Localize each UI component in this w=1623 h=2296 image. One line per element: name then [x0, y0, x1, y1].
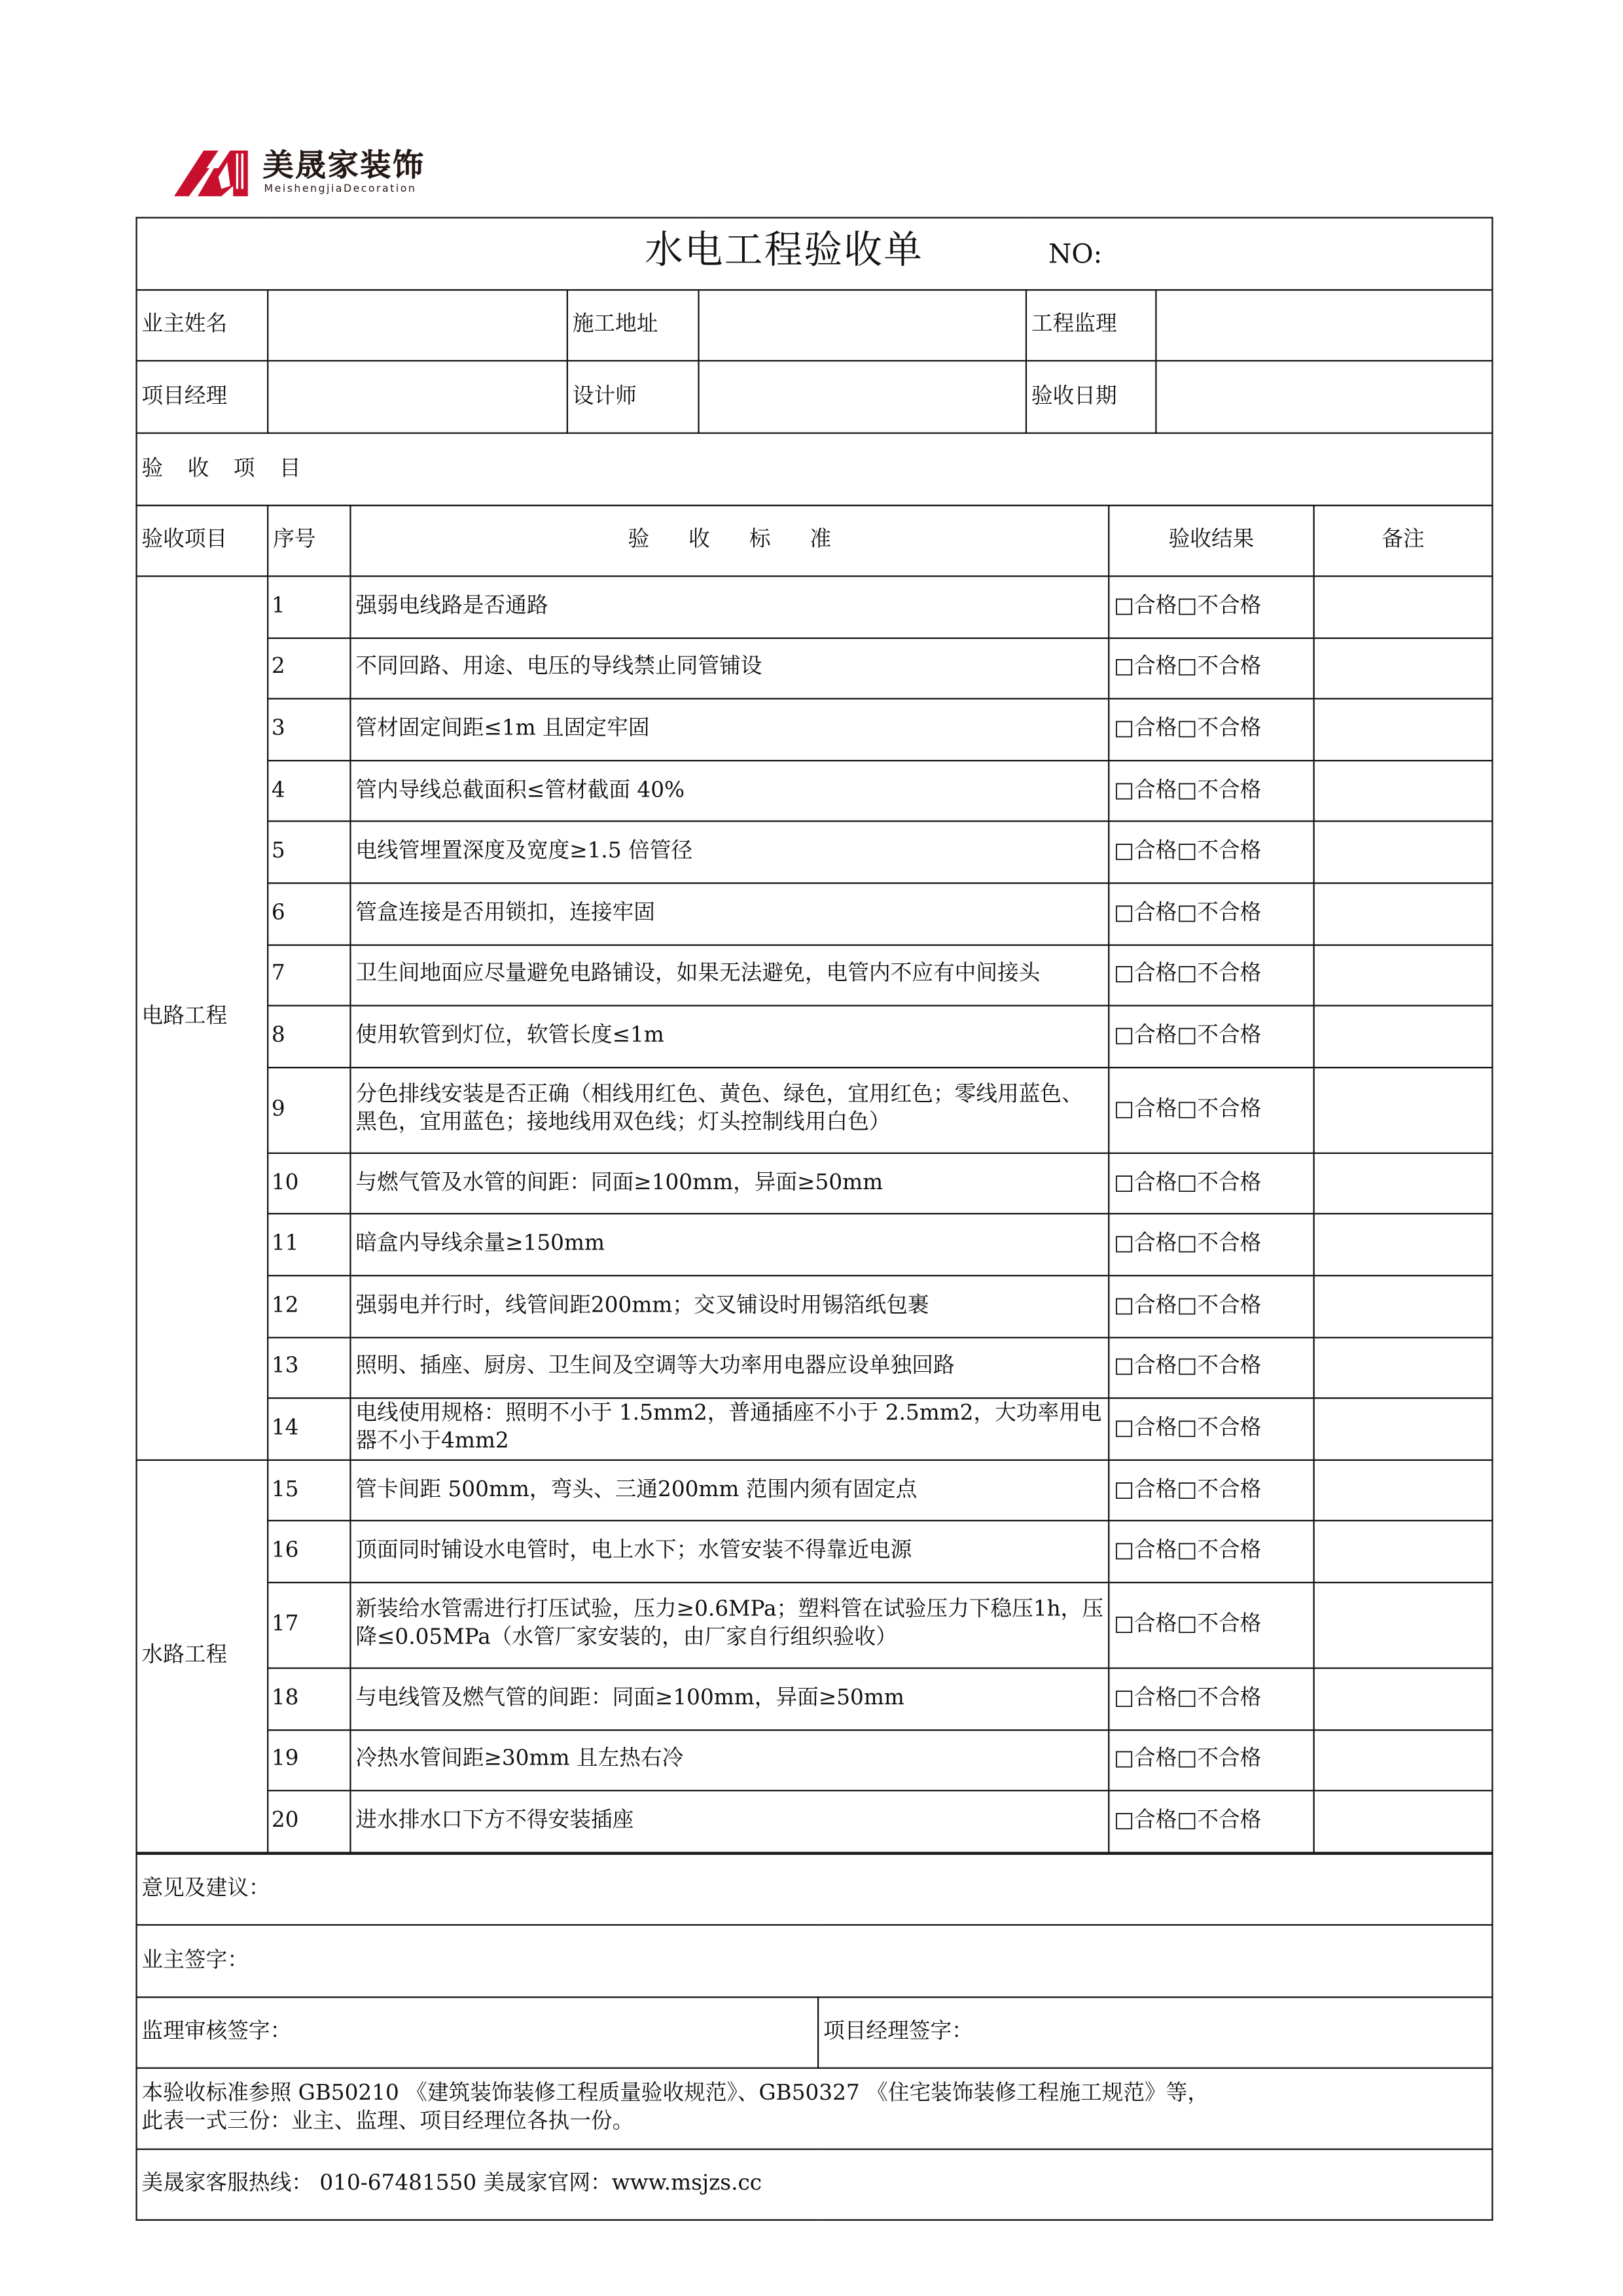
- header-remark: 备注: [1314, 505, 1493, 576]
- table-row: [137, 1276, 1493, 1337]
- section-label: 验 收 项 目: [137, 433, 1493, 505]
- standards-note-line-1: 本验收标准参照 GB50210 《建筑装饰装修工程质量验收规范》、GB50327 《住宅装饰装修工程施工规范》等，: [141, 2082, 1209, 2106]
- table-row: [137, 637, 1493, 699]
- item-standard: 冷热水管间距≥30mm 且左热右冷: [350, 1729, 1109, 1791]
- item-result-checkbox[interactable]: □合格□不合格: [1109, 821, 1313, 883]
- item-result-checkbox[interactable]: □合格□不合格: [1109, 576, 1313, 637]
- item-number: 6: [268, 883, 350, 944]
- item-result-checkbox[interactable]: □合格□不合格: [1109, 1398, 1313, 1460]
- item-number: 12: [268, 1276, 350, 1337]
- item-remark-field[interactable]: [1314, 1006, 1493, 1067]
- item-number: 11: [268, 1214, 350, 1276]
- supervisor-label: 工程监理: [1026, 290, 1156, 361]
- header-standard: 验 收 标 准: [350, 505, 1109, 576]
- table-row: [137, 1006, 1493, 1067]
- contact-info: 美晟家客服热线： 010-67481550 美晟家官网：www.msjzs.cc: [137, 2149, 1493, 2220]
- form-title-cell: [137, 218, 1493, 290]
- table-row: [137, 1583, 1493, 1668]
- item-number: 16: [268, 1521, 350, 1583]
- item-result-checkbox[interactable]: □合格□不合格: [1109, 1276, 1313, 1337]
- item-result-checkbox[interactable]: □合格□不合格: [1109, 699, 1313, 761]
- item-standard: 暗盒内导线余量≥150mm: [350, 1214, 1109, 1276]
- item-remark-field[interactable]: [1314, 637, 1493, 699]
- item-number: 19: [268, 1729, 350, 1791]
- item-remark-field[interactable]: [1314, 1067, 1493, 1153]
- item-remark-field[interactable]: [1314, 1729, 1493, 1791]
- table-row: [137, 1067, 1493, 1153]
- item-result-checkbox[interactable]: □合格□不合格: [1109, 1521, 1313, 1583]
- item-result-checkbox[interactable]: □合格□不合格: [1109, 637, 1313, 699]
- header-table: [135, 217, 1493, 506]
- item-result-checkbox[interactable]: □合格□不合格: [1109, 1791, 1313, 1852]
- item-remark-field[interactable]: [1314, 1668, 1493, 1730]
- item-result-checkbox[interactable]: □合格□不合格: [1109, 1729, 1313, 1791]
- company-logo: [174, 147, 454, 200]
- item-result-checkbox[interactable]: □合格□不合格: [1109, 1067, 1313, 1153]
- inspection-date-label: 验收日期: [1026, 361, 1156, 433]
- project-manager-label: 项目经理: [137, 361, 268, 433]
- item-number: 20: [268, 1791, 350, 1852]
- item-result-checkbox[interactable]: □合格□不合格: [1109, 1583, 1313, 1668]
- item-remark-field[interactable]: [1314, 1214, 1493, 1276]
- item-number: 3: [268, 699, 350, 761]
- standards-note-line-2: 此表一式三份：业主、监理、项目经理位各执一份。: [141, 2109, 634, 2134]
- item-number: 8: [268, 1006, 350, 1067]
- item-standard: 与燃气管及水管的间距：同面≥100mm，异面≥50mm: [350, 1153, 1109, 1214]
- table-row: [137, 1729, 1493, 1791]
- item-number: 9: [268, 1067, 350, 1153]
- designer-field[interactable]: [699, 361, 1026, 433]
- site-address-label: 施工地址: [567, 290, 699, 361]
- item-remark-field[interactable]: [1314, 944, 1493, 1006]
- item-result-checkbox[interactable]: □合格□不合格: [1109, 944, 1313, 1006]
- designer-label: 设计师: [567, 361, 699, 433]
- category-cell: 水路工程: [137, 1460, 268, 1852]
- item-number: 7: [268, 944, 350, 1006]
- footer-table: [135, 1854, 1493, 2221]
- item-result-checkbox[interactable]: □合格□不合格: [1109, 1337, 1313, 1399]
- table-row: [137, 576, 1493, 637]
- owner-name-label: 业主姓名: [137, 290, 268, 361]
- item-remark-field[interactable]: [1314, 699, 1493, 761]
- project-manager-field[interactable]: [268, 361, 567, 433]
- table-row: [137, 1668, 1493, 1730]
- item-result-checkbox[interactable]: □合格□不合格: [1109, 1460, 1313, 1521]
- item-remark-field[interactable]: [1314, 1398, 1493, 1460]
- item-standard: 照明、插座、厨房、卫生间及空调等大功率用电器应设单独回路: [350, 1337, 1109, 1399]
- table-row: [137, 1337, 1493, 1399]
- item-number: 14: [268, 1398, 350, 1460]
- item-number: 5: [268, 821, 350, 883]
- form-number-label: NO:: [1048, 238, 1103, 270]
- item-standard: 电线使用规格：照明不小于 1.5mm2，普通插座不小于 2.5mm2，大功率用电器不小于4mm2: [350, 1398, 1109, 1460]
- item-standard: 电线管埋置深度及宽度≥1.5 倍管径: [350, 821, 1109, 883]
- item-number: 4: [268, 761, 350, 822]
- owner-name-field[interactable]: [268, 290, 567, 361]
- category-cell: 电路工程: [137, 576, 268, 1460]
- table-row: [137, 821, 1493, 883]
- supervisor-signature-field[interactable]: 监理审核签字：: [137, 1997, 819, 2068]
- item-remark-field[interactable]: [1314, 883, 1493, 944]
- item-result-checkbox[interactable]: □合格□不合格: [1109, 883, 1313, 944]
- item-standard: 顶面同时铺设水电管时，电上水下；水管安装不得靠近电源: [350, 1521, 1109, 1583]
- item-standard: 卫生间地面应尽量避免电路铺设，如果无法避免，电管内不应有中间接头: [350, 944, 1109, 1006]
- form-title: 水电工程验收单: [645, 228, 924, 272]
- logo-name-cn: 美晟家装饰: [262, 147, 425, 183]
- item-standard: 新装给水管需进行打压试验，压力≥0.6MPa；塑料管在试验压力下稳压1h，压降≤0.05MPa（水管厂家安装的，由厂家自行组织验收）: [350, 1583, 1109, 1668]
- item-remark-field[interactable]: [1314, 761, 1493, 822]
- table-row: [137, 883, 1493, 944]
- item-remark-field[interactable]: [1314, 1276, 1493, 1337]
- item-standard: 进水排水口下方不得安装插座: [350, 1791, 1109, 1852]
- logo-name-en: MeishengjiaDecoration: [264, 183, 417, 195]
- table-row: [137, 1521, 1493, 1583]
- item-number: 17: [268, 1583, 350, 1668]
- supervisor-field[interactable]: [1156, 290, 1492, 361]
- item-number: 13: [268, 1337, 350, 1399]
- item-standard: 管卡间距 500mm，弯头、三通200mm 范围内须有固定点: [350, 1460, 1109, 1521]
- item-remark-field[interactable]: [1314, 1791, 1493, 1852]
- item-number: 2: [268, 637, 350, 699]
- item-standard: 管盒连接是否用锁扣，连接牢固: [350, 883, 1109, 944]
- table-row: [137, 944, 1493, 1006]
- owner-signature-field[interactable]: 业主签字：: [137, 1925, 1493, 1997]
- table-row: [137, 761, 1493, 822]
- item-remark-field[interactable]: [1314, 1460, 1493, 1521]
- item-result-checkbox[interactable]: □合格□不合格: [1109, 1153, 1313, 1214]
- item-standard: 管材固定间距≤1m 且固定牢固: [350, 699, 1109, 761]
- item-remark-field[interactable]: [1314, 1337, 1493, 1399]
- item-number: 10: [268, 1153, 350, 1214]
- item-standard: 强弱电线路是否通路: [350, 576, 1109, 637]
- site-address-field[interactable]: [699, 290, 1026, 361]
- table-row: [137, 1214, 1493, 1276]
- item-standard: 分色排线安装是否正确（相线用红色、黄色、绿色，宜用红色；零线用蓝色、黑色，宜用蓝色；接地线用双色线；灯头控制线用白色）: [350, 1067, 1109, 1153]
- items-table: [135, 505, 1493, 1853]
- table-row: [137, 1460, 1493, 1521]
- item-result-checkbox[interactable]: □合格□不合格: [1109, 1668, 1313, 1730]
- header-result: 验收结果: [1109, 505, 1313, 576]
- item-standard: 使用软管到灯位，软管长度≤1m: [350, 1006, 1109, 1067]
- header-category: 验收项目: [137, 505, 268, 576]
- item-number: 18: [268, 1668, 350, 1730]
- item-standard: 管内导线总截面积≤管材截面 40%: [350, 761, 1109, 822]
- item-remark-field[interactable]: [1314, 1153, 1493, 1214]
- ms-logo-icon: [174, 147, 260, 198]
- table-row: [137, 1398, 1493, 1460]
- item-number: 15: [268, 1460, 350, 1521]
- item-remark-field[interactable]: [1314, 821, 1493, 883]
- item-remark-field[interactable]: [1314, 576, 1493, 637]
- item-number: 1: [268, 576, 350, 637]
- table-row: [137, 1153, 1493, 1214]
- item-standard: 不同回路、用途、电压的导线禁止同管铺设: [350, 637, 1109, 699]
- item-remark-field[interactable]: [1314, 1583, 1493, 1668]
- pm-signature-field[interactable]: 项目经理签字：: [818, 1997, 1492, 2068]
- item-standard: 强弱电并行时，线管间距200mm；交叉铺设时用锡箔纸包裹: [350, 1276, 1109, 1337]
- item-result-checkbox[interactable]: □合格□不合格: [1109, 761, 1313, 822]
- table-row: [137, 699, 1493, 761]
- item-result-checkbox[interactable]: □合格□不合格: [1109, 1214, 1313, 1276]
- suggestions-field[interactable]: 意见及建议：: [137, 1854, 1493, 1925]
- item-remark-field[interactable]: [1314, 1521, 1493, 1583]
- standards-note: [137, 2068, 1493, 2149]
- item-result-checkbox[interactable]: □合格□不合格: [1109, 1006, 1313, 1067]
- table-row: [137, 1791, 1493, 1852]
- item-standard: 与电线管及燃气管的间距：同面≥100mm，异面≥50mm: [350, 1668, 1109, 1730]
- inspection-date-field[interactable]: [1156, 361, 1492, 433]
- header-index: 序号: [268, 505, 350, 576]
